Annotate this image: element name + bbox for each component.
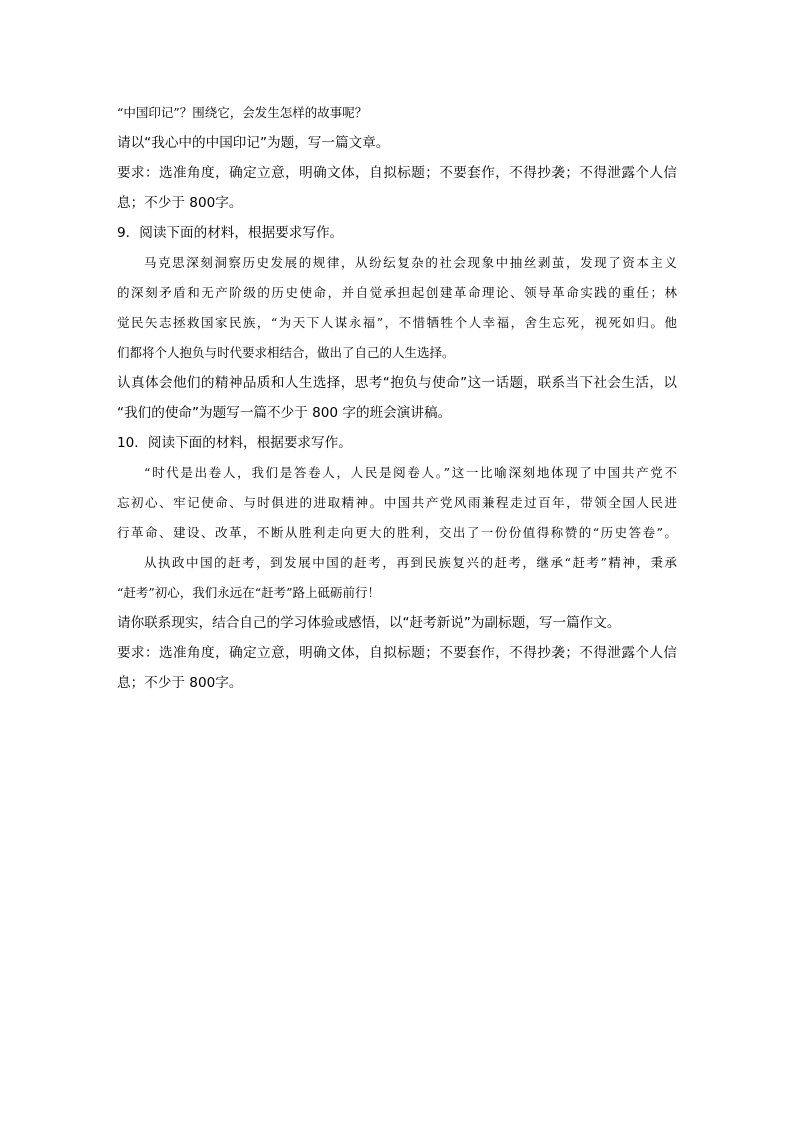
q9-material-line-1: 马克思深刻洞察历史发展的规律，从纷纭复杂的社会现象中抽丝剥茧，发现了资本主义: [144, 255, 677, 270]
q10-prompt: 请你联系现实，结合自己的学习体验或感悟，以“赶考新说”为副标题，写一篇作文。: [117, 615, 621, 631]
q10-material-line-4: 从执政中国的赶考，到发展中国的赶考，再到民族复兴的赶考，继承“赶考”精神，秉承: [144, 555, 677, 570]
q10-material-line-3: 行革命、建设、改革，不断从胜利走向更大的胜利，交出了一份份值得称赞的“历史答卷”。: [117, 525, 677, 540]
q8-requirement-line-2: 息；不少于 800字。: [117, 195, 243, 211]
q10-requirement-line-1: 要求：选准角度，确定立意，明确文体，自拟标题；不要套作，不得抄袭；不得泄露个人信: [117, 645, 677, 661]
q9-heading: 9．阅读下面的材料，根据要求写作。: [117, 225, 344, 241]
q9-prompt-line-1: 认真体会他们的精神品质和人生选择，思考“抱负与使命”这一话题，联系当下社会生活，以: [117, 375, 677, 391]
document-page: [117, 98, 677, 698]
q10-material-line-5: “赶考”初心，我们永远在“赶考”路上砥砺前行！: [117, 585, 381, 600]
q8-requirement-line-1: 要求：选准角度，确定立意，明确文体，自拟标题；不要套作，不得抄袭；不得泄露个人信: [117, 165, 677, 181]
intro-line: “中国印记”？围绕它，会发生怎样的故事呢？: [117, 105, 368, 120]
q9-material-line-4: 们都将个人抱负与时代要求相结合，做出了自己的人生选择。: [117, 345, 455, 360]
q10-material-line-2: 忘初心、牢记使命、与时俱进的进取精神。中国共产党风雨兼程走过百年，带领全国人民进: [117, 495, 677, 510]
q10-heading: 10．阅读下面的材料，根据要求写作。: [117, 435, 352, 451]
q10-material-line-1: “时代是出卷人，我们是答卷人，人民是阅卷人。”这一比喻深刻地体现了中国共产党不: [144, 465, 677, 480]
q9-material-line-2: 的深刻矛盾和无产阶级的历史使命，并自觉承担起创建革命理论、领导革命实践的重任；林: [117, 285, 677, 300]
q8-prompt: 请以“我心中的中国印记”为题，写一篇文章。: [117, 135, 390, 151]
q9-material-line-3: 觉民矢志拯救国家民族，“为天下人谋永福”，不惜牺牲个人幸福，舍生忘死，视死如归。他: [117, 315, 677, 330]
q9-prompt-line-2: “我们的使命”为题写一篇不少于 800 字的班会演讲稿。: [117, 405, 452, 421]
q10-requirement-line-2: 息；不少于 800字。: [117, 675, 243, 691]
